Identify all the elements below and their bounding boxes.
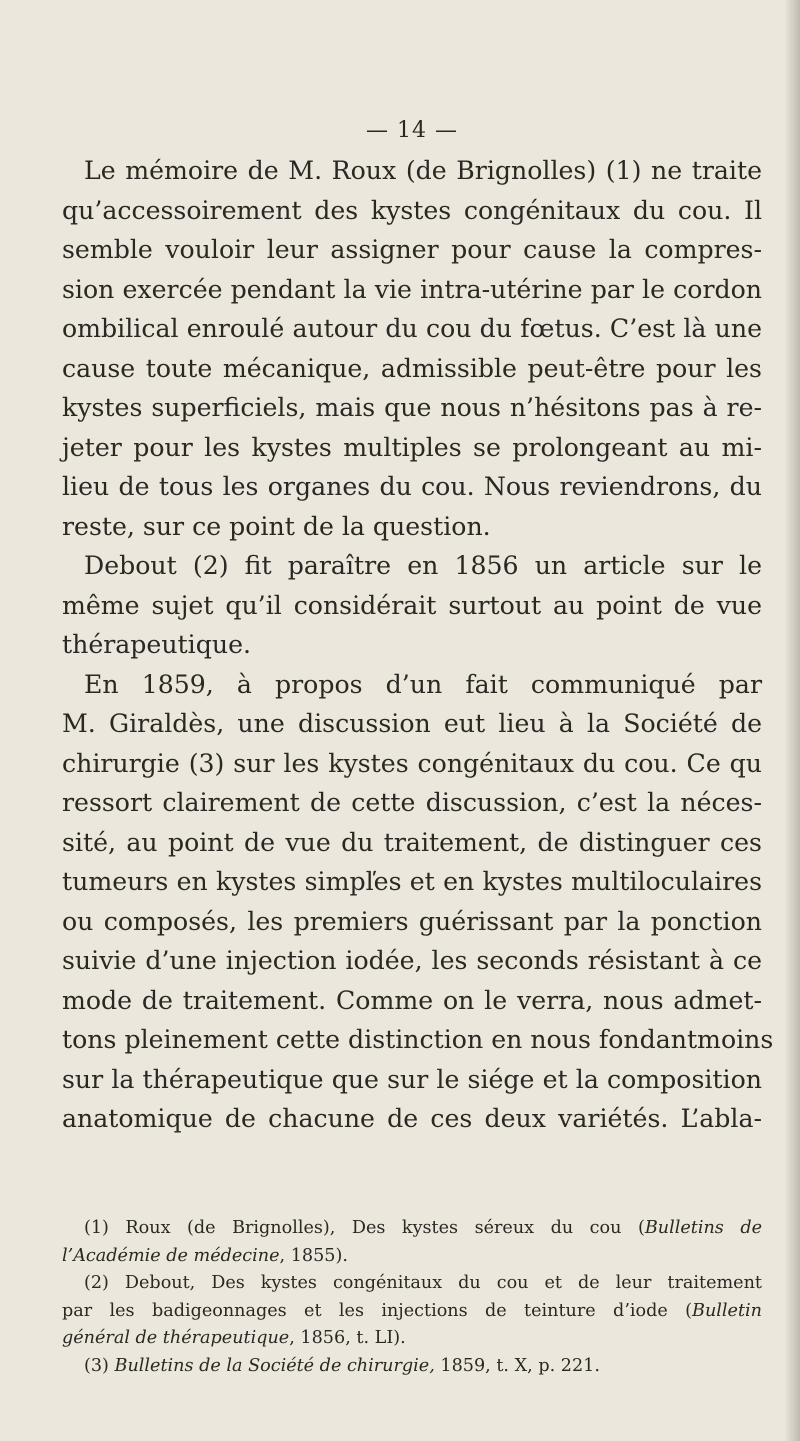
page-number: — 14 — — [366, 118, 458, 143]
text-line: En 1859, à propos d’un fait communiqué par — [84, 669, 762, 699]
text-line: tons pleinement cette distinction en nous fondantmoins — [62, 1025, 774, 1054]
text-line: sur la thérapeutique que sur le siége et la composition — [62, 1064, 762, 1094]
footnote-3: (3) Bulletins de la Société de chirurgie, 1859, t. X, p. 221. — [84, 1355, 600, 1376]
text-line: jeter pour les kystes multiples se prolongeant au mi- — [62, 432, 762, 462]
text-line: même sujet qu’il considérait surtout au point de vue — [62, 590, 762, 620]
text-line: Le mémoire de M. Roux (de Brignolles) (1) ne traite — [84, 156, 762, 185]
footnotes — [62, 1215, 762, 1380]
text-line: semble vouloir leur assigner pour cause la compres- — [62, 235, 762, 264]
footnote-1-cont: l’Académie de médecine, 1855). — [62, 1245, 348, 1266]
text-line: sion exercée pendant la vie intra-utérine par le cordon — [62, 274, 762, 304]
page-edge-shadow — [784, 0, 800, 1441]
text-line: ombilical enroulé autour du cou du fœtus. C’est là une — [62, 314, 762, 343]
text-line: reste, sur ce point de la question. — [62, 511, 491, 541]
body-text — [62, 151, 774, 1139]
text-line: mode de traitement. Comme on le verra, nous admet- — [62, 985, 762, 1015]
text-line: qu’accessoirement des kystes congénitaux du cou. Il — [62, 195, 762, 225]
text-line: ou composés, les premiers guérissant par la ponction — [62, 906, 762, 936]
text-line: sité, au point de vue du traitement, de distinguer ces — [62, 827, 762, 857]
footnote-2: (2) Debout, Des kystes congénitaux du cou et de leur traitement — [84, 1273, 762, 1293]
text-line: ressort clairement de cette discussion, c’est la néces- — [62, 788, 762, 817]
footnote-2-end: général de thérapeutique, 1856, t. LI). — [62, 1328, 406, 1348]
footnote-2-cont: par les badigeonnages et les injections de teinture d’iode (Bulletin — [62, 1300, 762, 1321]
text-line: chirurgie (3) sur les kystes congénitaux du cou. Ce qu — [62, 748, 762, 778]
text-line: thérapeutique. — [62, 630, 251, 659]
text-line: lieu de tous les organes du cou. Nous reviendrons, du — [62, 472, 762, 501]
text-line: anatomique de chacune de ces deux variétés. L’abla- — [62, 1104, 762, 1133]
text-line: kystes superficiels, mais que nous n’hésitons pas à re- — [62, 393, 762, 422]
text-line: M. Giraldès, une discussion eut lieu à la Société de — [62, 709, 762, 738]
text-line: tumeurs en kystes simpľes et en kystes multiloculaires — [62, 867, 762, 896]
text-line: suivie d’une injection iodée, les seconds résistant à ce — [62, 946, 762, 975]
text-line: cause toute mécanique, admissible peut-être pour les — [62, 353, 762, 383]
text-line: Debout (2) fit paraître en 1856 un article sur le — [84, 551, 762, 580]
footnote-1: (1) Roux (de Brignolles), Des kystes séreux du cou (Bulletins de — [84, 1218, 762, 1238]
